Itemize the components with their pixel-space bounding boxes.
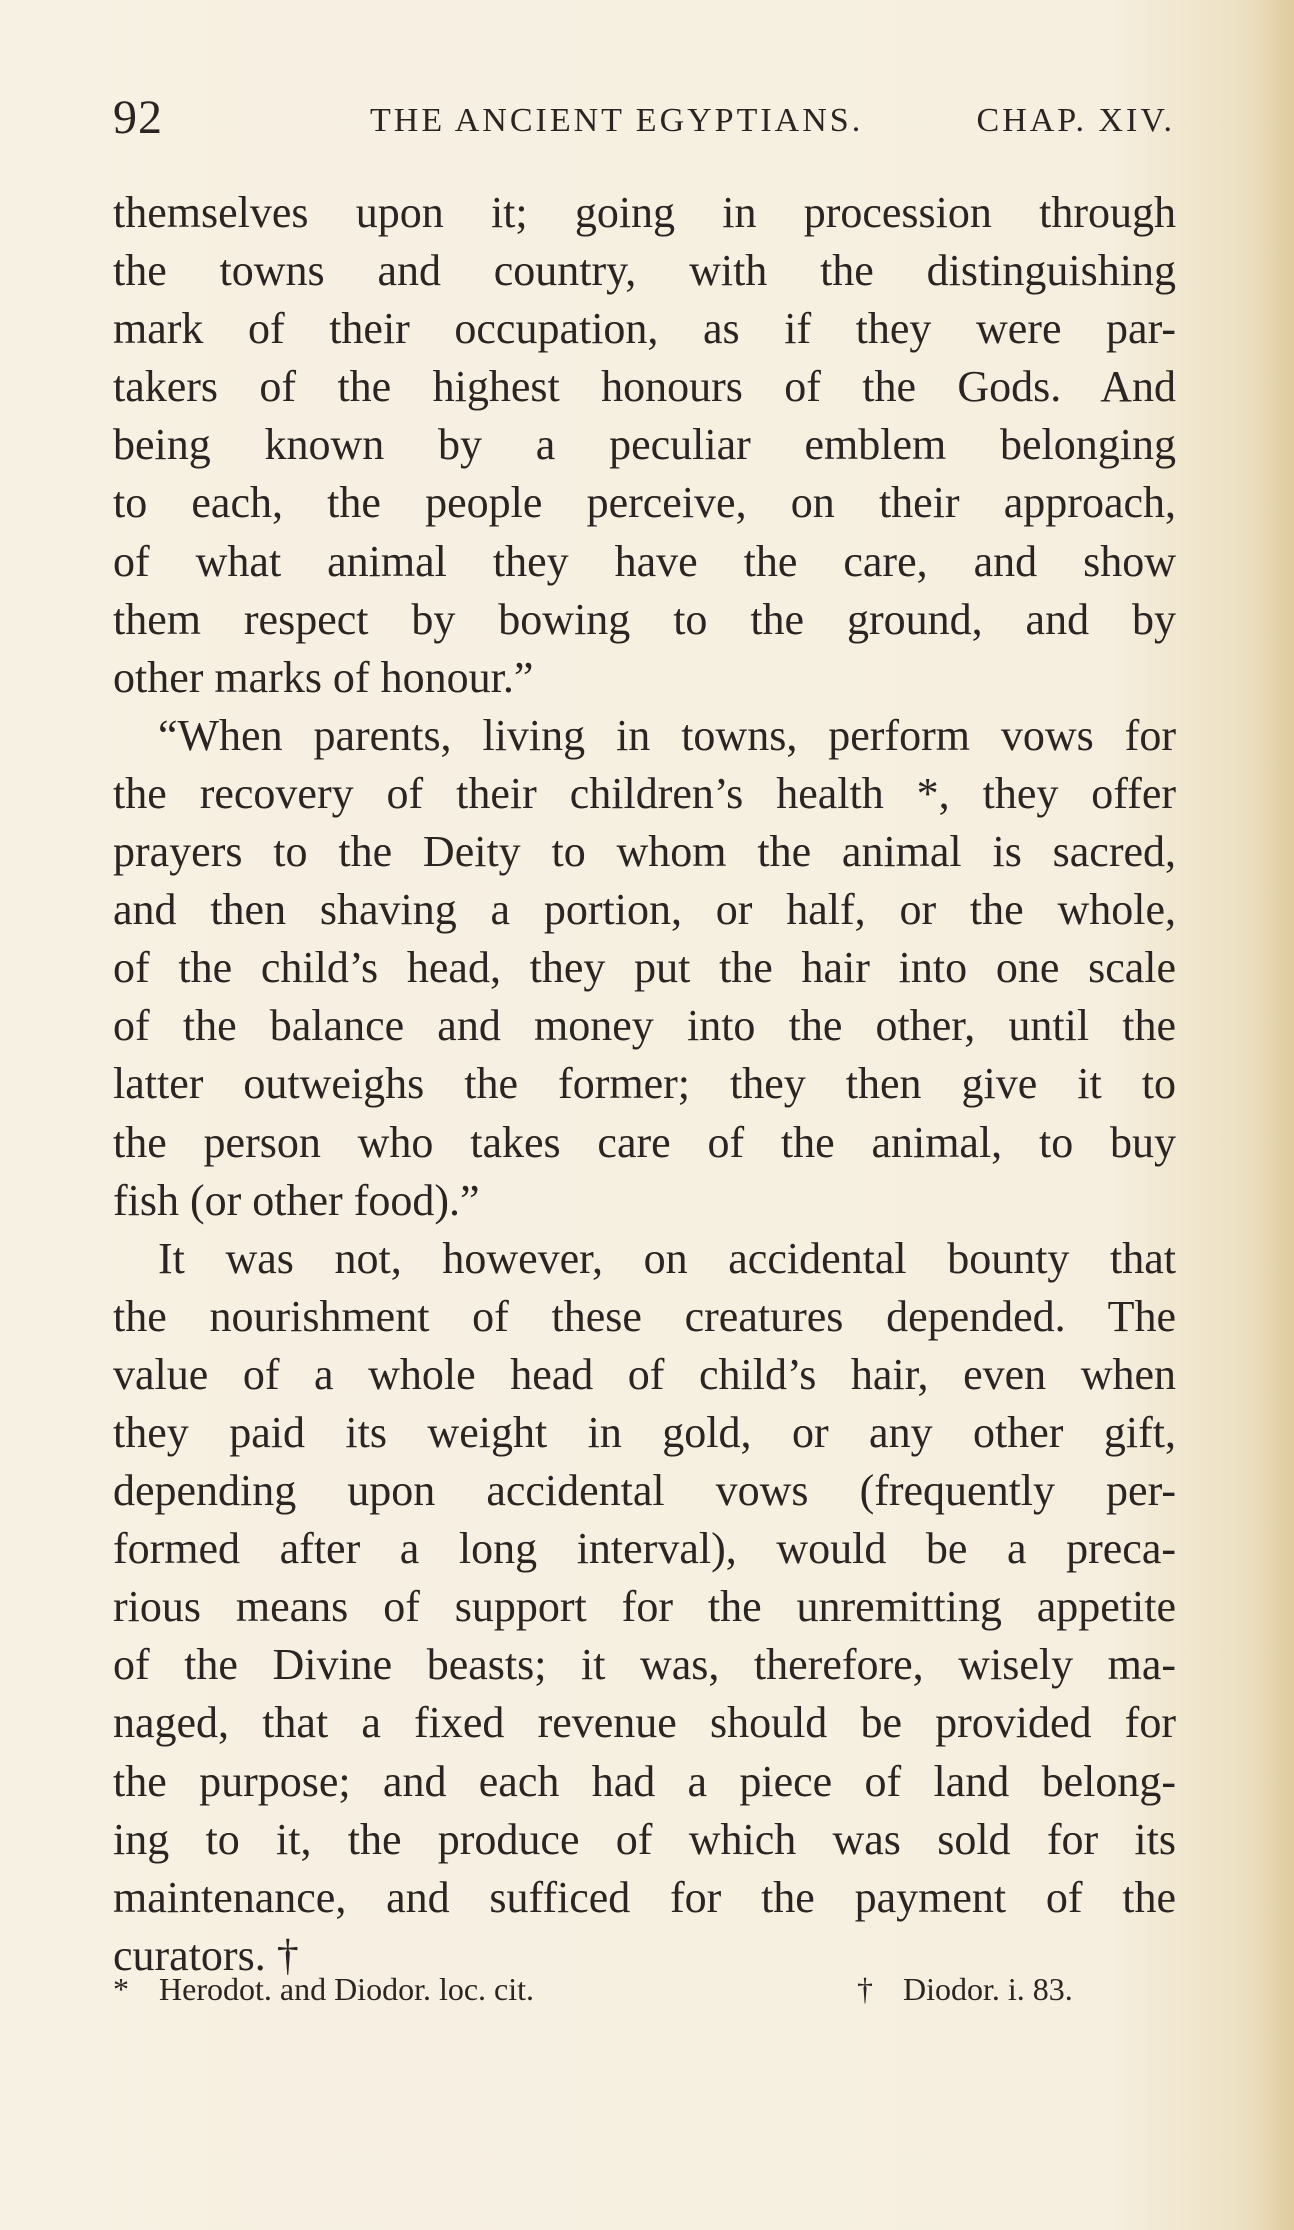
footnote-1-text: Herodot. and Diodor. loc. cit.: [159, 1971, 535, 2007]
body-text: [113, 184, 1176, 1985]
text-line: takers of the highest honours of the Gods. And: [113, 362, 1176, 412]
text-line: the towns and country, with the distinguishing: [113, 246, 1176, 296]
text-line: curators. †: [113, 1930, 299, 1980]
text-line: and then shaving a portion, or half, or the whole,: [113, 885, 1176, 935]
text-line: other marks of honour.”: [113, 652, 534, 702]
text-line: “When parents, living in towns, perform vows for: [158, 710, 1176, 760]
text-line: prayers to the Deity to whom the animal is sacred,: [113, 827, 1176, 877]
text-line: depending upon accidental vows (frequently per-: [113, 1466, 1176, 1516]
text-line: the recovery of their children’s health *, they offer: [113, 768, 1176, 818]
page-edge-shadow: [1254, 0, 1294, 2230]
footnote-2: [857, 1964, 1073, 2014]
text-line: themselves upon it; going in procession through: [113, 188, 1176, 237]
text-line: of what animal they have the care, and show: [113, 536, 1176, 586]
text-line: the purpose; and each had a piece of land belong-: [113, 1756, 1176, 1806]
footnote-2-mark: †: [857, 1971, 873, 2007]
text-line: the person who takes care of the animal, to buy: [113, 1117, 1176, 1167]
text-line: they paid its weight in gold, or any other gift,: [113, 1407, 1176, 1457]
text-line: formed after a long interval), would be a preca-: [113, 1524, 1176, 1574]
text-line: maintenance, and sufficed for the payment of the: [113, 1872, 1176, 1922]
footnote-2-text: Diodor. i. 83.: [903, 1971, 1073, 2007]
chapter-label: CHAP. XIV.: [976, 102, 1175, 139]
text-line: value of a whole head of child’s hair, even when: [113, 1349, 1176, 1399]
text-line: naged, that a fixed revenue should be provided for: [113, 1698, 1176, 1748]
text-line: fish (or other food).”: [113, 1175, 480, 1225]
text-line: to each, the people perceive, on their approach,: [113, 478, 1176, 528]
text-line: ing to it, the produce of which was sold for its: [113, 1814, 1176, 1864]
footnotes: [113, 1964, 1176, 2014]
text-line: the nourishment of these creatures depended. The: [113, 1291, 1176, 1341]
footnote-1: [113, 1964, 534, 2014]
text-line: mark of their occupation, as if they were par-: [113, 304, 1176, 354]
text-line: of the Divine beasts; it was, therefore, wisely ma-: [113, 1640, 1176, 1690]
text-line: of the balance and money into the other, until the: [113, 1001, 1176, 1051]
text-line: rious means of support for the unremitting appetite: [113, 1582, 1176, 1632]
text-line: them respect by bowing to the ground, and by: [113, 594, 1176, 644]
text-line: of the child’s head, they put the hair into one scale: [113, 943, 1176, 993]
page-number: 92: [113, 91, 163, 144]
running-title: THE ANCIENT EGYPTIANS.: [370, 102, 864, 139]
footnote-1-mark: *: [113, 1971, 129, 2007]
page-header: [113, 88, 1175, 148]
text-line: being known by a peculiar emblem belonging: [113, 420, 1176, 470]
text-line: latter outweighs the former; they then give it to: [113, 1059, 1176, 1109]
text-line: It was not, however, on accidental bounty that: [158, 1233, 1176, 1283]
